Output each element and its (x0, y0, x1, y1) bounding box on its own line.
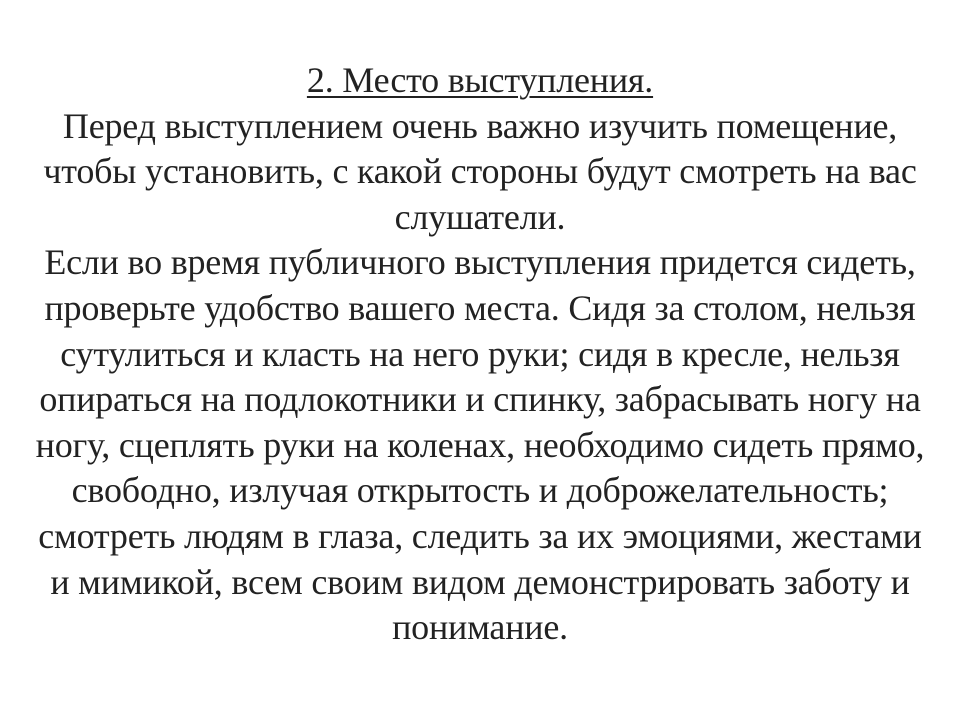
slide-content (30, 58, 930, 651)
paragraph-seating-advice: Если во время публичного выступления придется сидеть, проверьте удобство вашего места. Сидя за столом, нельзя сутулиться и класть на него руки; сидя в кресле, нельзя опираться на подлокотники и спинку, забрасывать ногу на ногу, сцеплять руки на коленах, необходимо сидеть прямо, свободно, излучая открытость и доброжелательность; смотреть людям в глаза, следить за их эмоциями, жестами и мимикой, всем своим видом демонстрировать заботу и понимание. (35, 242, 925, 648)
slide-heading (30, 58, 930, 104)
paragraph-room-study: Перед выступлением очень важно изучить помещение, чтобы установить, с какой стороны будут смотреть на вас слушатели. (43, 105, 917, 237)
slide-heading-text: 2. Место выступления. (306, 60, 654, 100)
